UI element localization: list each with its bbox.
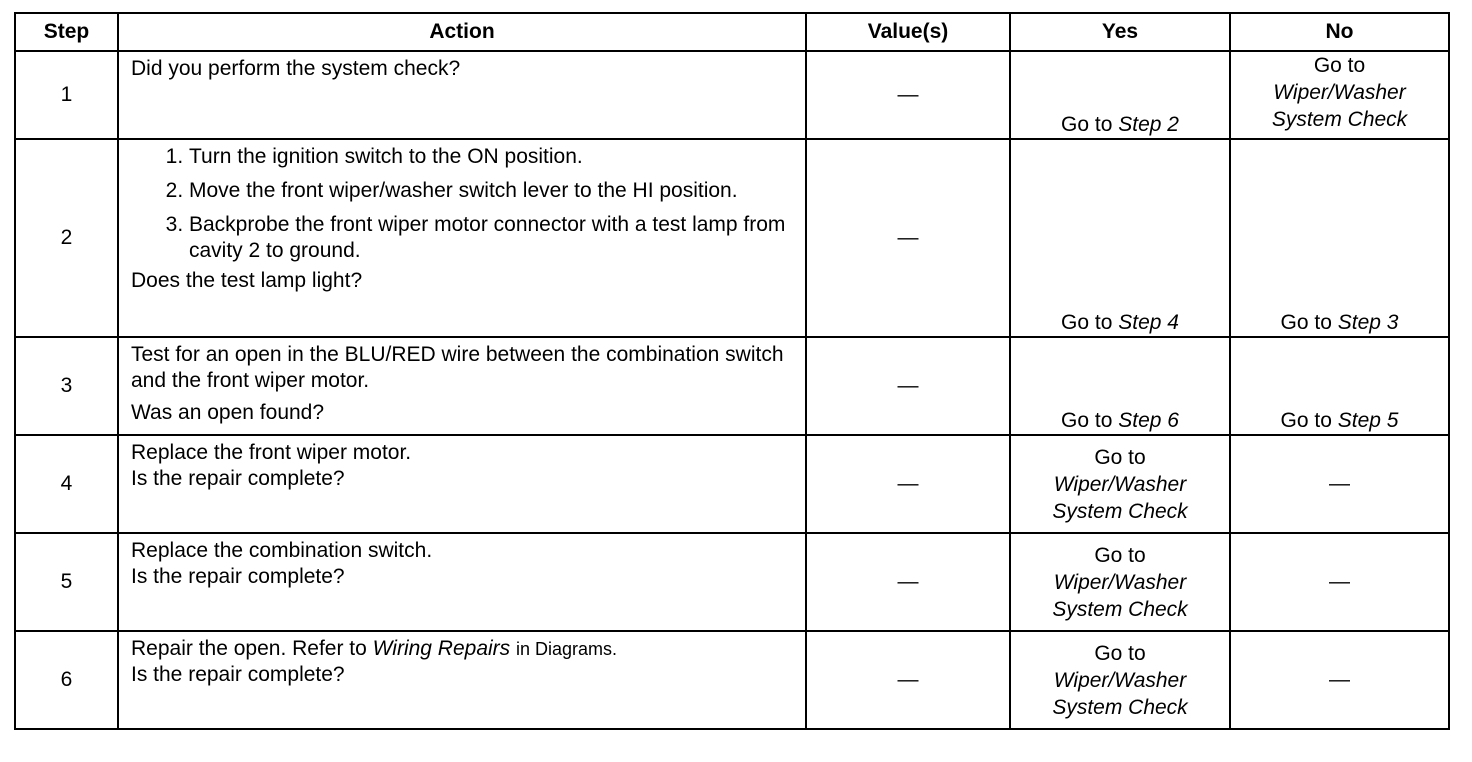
- step-number: 6: [15, 631, 118, 729]
- step-number: 3: [15, 337, 118, 435]
- header-no: No: [1230, 13, 1449, 51]
- no-cell: —: [1230, 435, 1449, 533]
- value-cell: —: [806, 139, 1010, 337]
- no-cell: [1230, 139, 1449, 337]
- yes-cell: [1010, 631, 1230, 729]
- action-text: Replace the front wiper motor.: [131, 441, 412, 464]
- yes-cell: [1010, 337, 1230, 435]
- yes-prefix: Go to: [1061, 409, 1113, 432]
- yes-step-ref: Step 2: [1118, 113, 1179, 136]
- diagnostic-table: [14, 12, 1450, 730]
- no-line: Go to: [1313, 54, 1366, 77]
- step-number: 5: [15, 533, 118, 631]
- yes-step-ref: Step 6: [1118, 409, 1179, 432]
- action-suffix: in Diagrams.: [516, 639, 618, 659]
- header-yes: Yes: [1010, 13, 1230, 51]
- yes-cell: [1010, 139, 1230, 337]
- action-cell: [118, 533, 806, 631]
- question-text: Does the test lamp light?: [131, 269, 363, 292]
- no-cell: [1230, 337, 1449, 435]
- yes-cell: [1010, 51, 1230, 139]
- action-cell: [118, 51, 806, 139]
- header-row: [15, 13, 1449, 51]
- instruction-item: 2. Move the front wiper/washer switch lever to the HI position.: [189, 178, 799, 204]
- yes-ref-line: Wiper/Washer: [1053, 570, 1187, 594]
- yes-step-ref: Step 4: [1118, 311, 1179, 334]
- action-prefix: Repair the open. Refer to: [131, 637, 367, 660]
- no-cell: [1230, 51, 1449, 139]
- no-cell: —: [1230, 533, 1449, 631]
- header-step: Step: [15, 13, 118, 51]
- table-row: [15, 435, 1449, 533]
- table-row: [15, 533, 1449, 631]
- action-text: Test for an open in the BLU/RED wire between the combination switch and the front wiper motor.: [131, 343, 784, 392]
- step-number: 1: [15, 51, 118, 139]
- yes-cell: [1010, 435, 1230, 533]
- action-cell: [118, 435, 806, 533]
- table-row: [15, 337, 1449, 435]
- step-number: 2: [15, 139, 118, 337]
- value-cell: —: [806, 337, 1010, 435]
- yes-line: Go to: [1094, 543, 1146, 567]
- no-step-ref: Step 3: [1337, 311, 1399, 334]
- header-action: Action: [118, 13, 806, 51]
- question-text: Was an open found?: [131, 401, 325, 424]
- value-cell: —: [806, 631, 1010, 729]
- yes-ref-line: System Check: [1052, 499, 1188, 523]
- question-text: Is the repair complete?: [131, 663, 345, 686]
- no-prefix: Go to: [1280, 311, 1332, 334]
- no-cell: —: [1230, 631, 1449, 729]
- value-cell: —: [806, 533, 1010, 631]
- action-cell: [118, 337, 806, 435]
- wiring-repairs-ref: Wiring Repairs: [372, 637, 511, 660]
- action-text: [131, 636, 799, 662]
- action-cell: [118, 631, 806, 729]
- no-ref-line: System Check: [1271, 108, 1408, 131]
- table-row: [15, 631, 1449, 729]
- action-text: Replace the combination switch.: [131, 539, 433, 562]
- step-number: 4: [15, 435, 118, 533]
- instruction-item: 1. Turn the ignition switch to the ON position.: [189, 144, 799, 170]
- table-row: [15, 139, 1449, 337]
- yes-ref-line: Wiper/Washer: [1053, 668, 1187, 692]
- yes-ref-line: Wiper/Washer: [1053, 472, 1187, 496]
- action-cell: [118, 139, 806, 337]
- no-step-ref: Step 5: [1337, 409, 1399, 432]
- value-cell: —: [806, 435, 1010, 533]
- yes-prefix: Go to: [1061, 311, 1113, 334]
- header-value: Value(s): [806, 13, 1010, 51]
- action-text: Did you perform the system check?: [131, 57, 461, 80]
- yes-line: Go to: [1094, 445, 1146, 469]
- yes-ref-line: System Check: [1052, 695, 1188, 719]
- instruction-list: [131, 144, 799, 268]
- yes-line: Go to: [1094, 641, 1146, 665]
- yes-prefix: Go to: [1061, 113, 1113, 136]
- yes-cell: [1010, 533, 1230, 631]
- yes-ref-line: System Check: [1052, 597, 1188, 621]
- no-ref-line: Wiper/Washer: [1273, 81, 1406, 104]
- question-text: Is the repair complete?: [131, 467, 345, 490]
- instruction-item: 3. Backprobe the front wiper motor connector with a test lamp from cavity 2 to ground.: [189, 212, 799, 264]
- question-text: Is the repair complete?: [131, 565, 345, 588]
- table-row: [15, 51, 1449, 139]
- value-cell: —: [806, 51, 1010, 139]
- no-prefix: Go to: [1280, 409, 1332, 432]
